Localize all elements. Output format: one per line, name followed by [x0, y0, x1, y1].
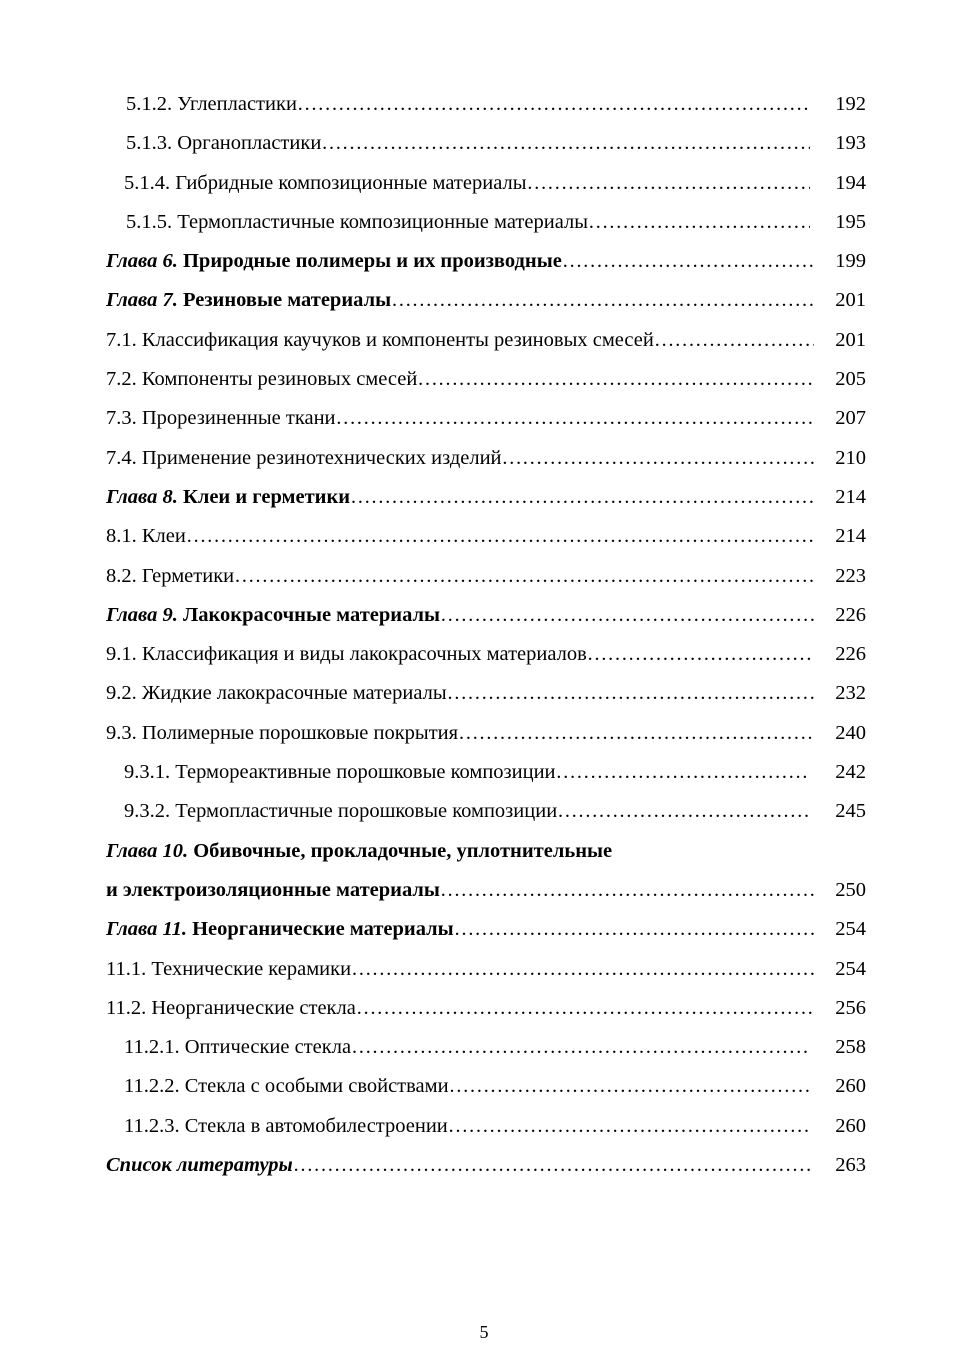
toc-title: 5.1.5. Термопластичные композиционные материалы ……………………………………………………………………………………………………………………………………………… — [126, 203, 810, 242]
toc-chapter-7[interactable] — [0, 281, 968, 320]
toc-page-number: 260 — [835, 1114, 866, 1137]
toc-page-number: 193 — [835, 132, 866, 155]
toc-title: Глава 9. Лакокрасочные материалы ……………………………………………………………………………………………………………………………………………… — [106, 596, 814, 635]
toc-title: 9.3.2. Термопластичные порошковые композиции ……………………………………………………………………………………………………………………………………………… — [124, 792, 810, 831]
toc-entry-5-1-5[interactable] — [0, 203, 968, 242]
toc-entry-5-1-3[interactable] — [0, 124, 968, 163]
toc-title: Список литературы ……………………………………………………………………………………………………………………………………………… — [106, 1146, 814, 1185]
toc-page-number: 240 — [835, 721, 866, 744]
toc-title: Глава 8. Клеи и герметики ……………………………………………………………………………………………………………………………………………… — [106, 478, 814, 517]
toc-title: 11.2. Неорганические стекла ……………………………………………………………………………………………………………………………………………… — [106, 989, 814, 1028]
toc-entry-8-1[interactable] — [0, 517, 968, 556]
toc-title: 7.3. Прорезиненные ткани ……………………………………………………………………………………………………………………………………………… — [106, 399, 814, 438]
toc-entry-9-3-2[interactable] — [0, 792, 968, 831]
toc-entry-7-2[interactable] — [0, 360, 968, 399]
toc-page-number: 210 — [835, 446, 866, 469]
toc-page-number: 207 — [835, 407, 866, 430]
toc-title: 11.2.2. Стекла с особыми свойствами ……………………………………………………………………………………………………………………………………………… — [124, 1067, 810, 1106]
page-number: 5 — [479, 1322, 489, 1342]
toc-chapter-11[interactable] — [0, 910, 968, 949]
toc-title: 11.1. Технические керамики ……………………………………………………………………………………………………………………………………………… — [106, 950, 814, 989]
toc-bibliography[interactable] — [0, 1146, 968, 1185]
toc-title: 9.3. Полимерные порошковые покрытия ……………………………………………………………………………………………………………………………………………… — [106, 714, 814, 753]
toc-entry-11-2-1[interactable] — [0, 1028, 968, 1067]
table-of-contents — [0, 85, 968, 1185]
toc-page-number: 254 — [835, 957, 866, 980]
toc-entry-8-2[interactable] — [0, 557, 968, 596]
toc-entry-9-1[interactable] — [0, 635, 968, 674]
toc-chapter-9[interactable] — [0, 596, 968, 635]
toc-title: 5.1.4. Гибридные композиционные материалы ……………………………………………………………………………………………………………………………………………… — [124, 164, 810, 203]
toc-entry-11-2-3[interactable] — [0, 1107, 968, 1146]
toc-page-number: 226 — [835, 603, 866, 626]
toc-page-number: 226 — [835, 643, 866, 666]
toc-entry-7-4[interactable] — [0, 439, 968, 478]
toc-page-number: 201 — [835, 328, 866, 351]
toc-page-number: 205 — [835, 368, 866, 391]
toc-page-number: 245 — [835, 800, 866, 823]
toc-title: 9.1. Классификация и виды лакокрасочных материалов ……………………………………………………………………………………………………………………………………………… — [106, 635, 814, 674]
toc-page-number: 250 — [835, 878, 866, 901]
toc-page-number: 263 — [835, 1154, 866, 1177]
toc-page-number: 214 — [835, 525, 866, 548]
toc-title: Глава 6. Природные полимеры и их производные ……………………………………………………………………………………………………………………………………………… — [106, 242, 814, 281]
toc-title: Глава 10. Обивочные, прокладочные, уплотнительные — [106, 839, 613, 862]
toc-entry-5-1-4[interactable] — [0, 164, 968, 203]
toc-title: 5.1.2. Углепластики ……………………………………………………………………………………………………………………………………………… — [126, 85, 810, 124]
toc-chapter-10-line1[interactable] — [0, 832, 968, 871]
toc-page-number: 214 — [835, 485, 866, 508]
toc-title: 7.2. Компоненты резиновых смесей ……………………………………………………………………………………………………………………………………………… — [106, 360, 814, 399]
toc-chapter-10-line2[interactable] — [0, 871, 968, 910]
toc-title: 8.1. Клеи ……………………………………………………………………………………………………………………………………………… — [106, 517, 814, 556]
toc-title: 11.2.1. Оптические стекла ……………………………………………………………………………………………………………………………………………… — [124, 1028, 810, 1067]
toc-title: 8.2. Герметики ……………………………………………………………………………………………………………………………………………… — [106, 557, 814, 596]
toc-page-number: 242 — [835, 761, 866, 784]
toc-page-number: 232 — [835, 682, 866, 705]
toc-page-number: 254 — [835, 918, 866, 941]
toc-page-number: 192 — [835, 93, 866, 115]
toc-entry-9-3-1[interactable] — [0, 753, 968, 792]
toc-page-number: 223 — [835, 564, 866, 587]
toc-chapter-6[interactable] — [0, 242, 968, 281]
toc-title: 7.4. Применение резинотехнических изделий ……………………………………………………………………………………………………………………………………………… — [106, 439, 814, 478]
toc-entry-9-2[interactable] — [0, 674, 968, 713]
toc-page-number: 194 — [835, 171, 866, 194]
toc-entry-11-2[interactable] — [0, 989, 968, 1028]
toc-entry-7-1[interactable] — [0, 321, 968, 360]
toc-title: 9.3.1. Термореактивные порошковые композиции ……………………………………………………………………………………………………………………………………………… — [124, 753, 810, 792]
toc-page-number: 260 — [835, 1075, 866, 1098]
toc-entry-11-2-2[interactable] — [0, 1067, 968, 1106]
toc-title: Глава 7. Резиновые материалы ……………………………………………………………………………………………………………………………………………… — [106, 281, 814, 320]
toc-entry-11-1[interactable] — [0, 950, 968, 989]
toc-page-number: 256 — [835, 996, 866, 1019]
toc-title-continued: и электроизоляционные материалы ……………………………………………………………………………………………………………………………………………… — [106, 871, 814, 910]
toc-title: Глава 11. Неорганические материалы ……………………………………………………………………………………………………………………………………………… — [106, 910, 814, 949]
toc-page-number: 201 — [835, 289, 866, 312]
toc-page-number: 199 — [835, 250, 866, 273]
toc-title: 5.1.3. Органопластики ……………………………………………………………………………………………………………………………………………… — [126, 124, 810, 163]
toc-title: 9.2. Жидкие лакокрасочные материалы ……………………………………………………………………………………………………………………………………………… — [106, 674, 814, 713]
toc-page-number: 258 — [835, 1036, 866, 1059]
toc-entry-7-3[interactable] — [0, 399, 968, 438]
toc-title: 11.2.3. Стекла в автомобилестроении ……………………………………………………………………………………………………………………………………………… — [124, 1107, 810, 1146]
toc-chapter-8[interactable] — [0, 478, 968, 517]
toc-entry-5-1-2[interactable] — [0, 85, 968, 124]
toc-title: 7.1. Классификация каучуков и компоненты резиновых смесей ……………………………………………………………………………………………………………………………………………… — [106, 321, 814, 360]
toc-entry-9-3[interactable] — [0, 714, 968, 753]
toc-page-number: 195 — [835, 210, 866, 233]
